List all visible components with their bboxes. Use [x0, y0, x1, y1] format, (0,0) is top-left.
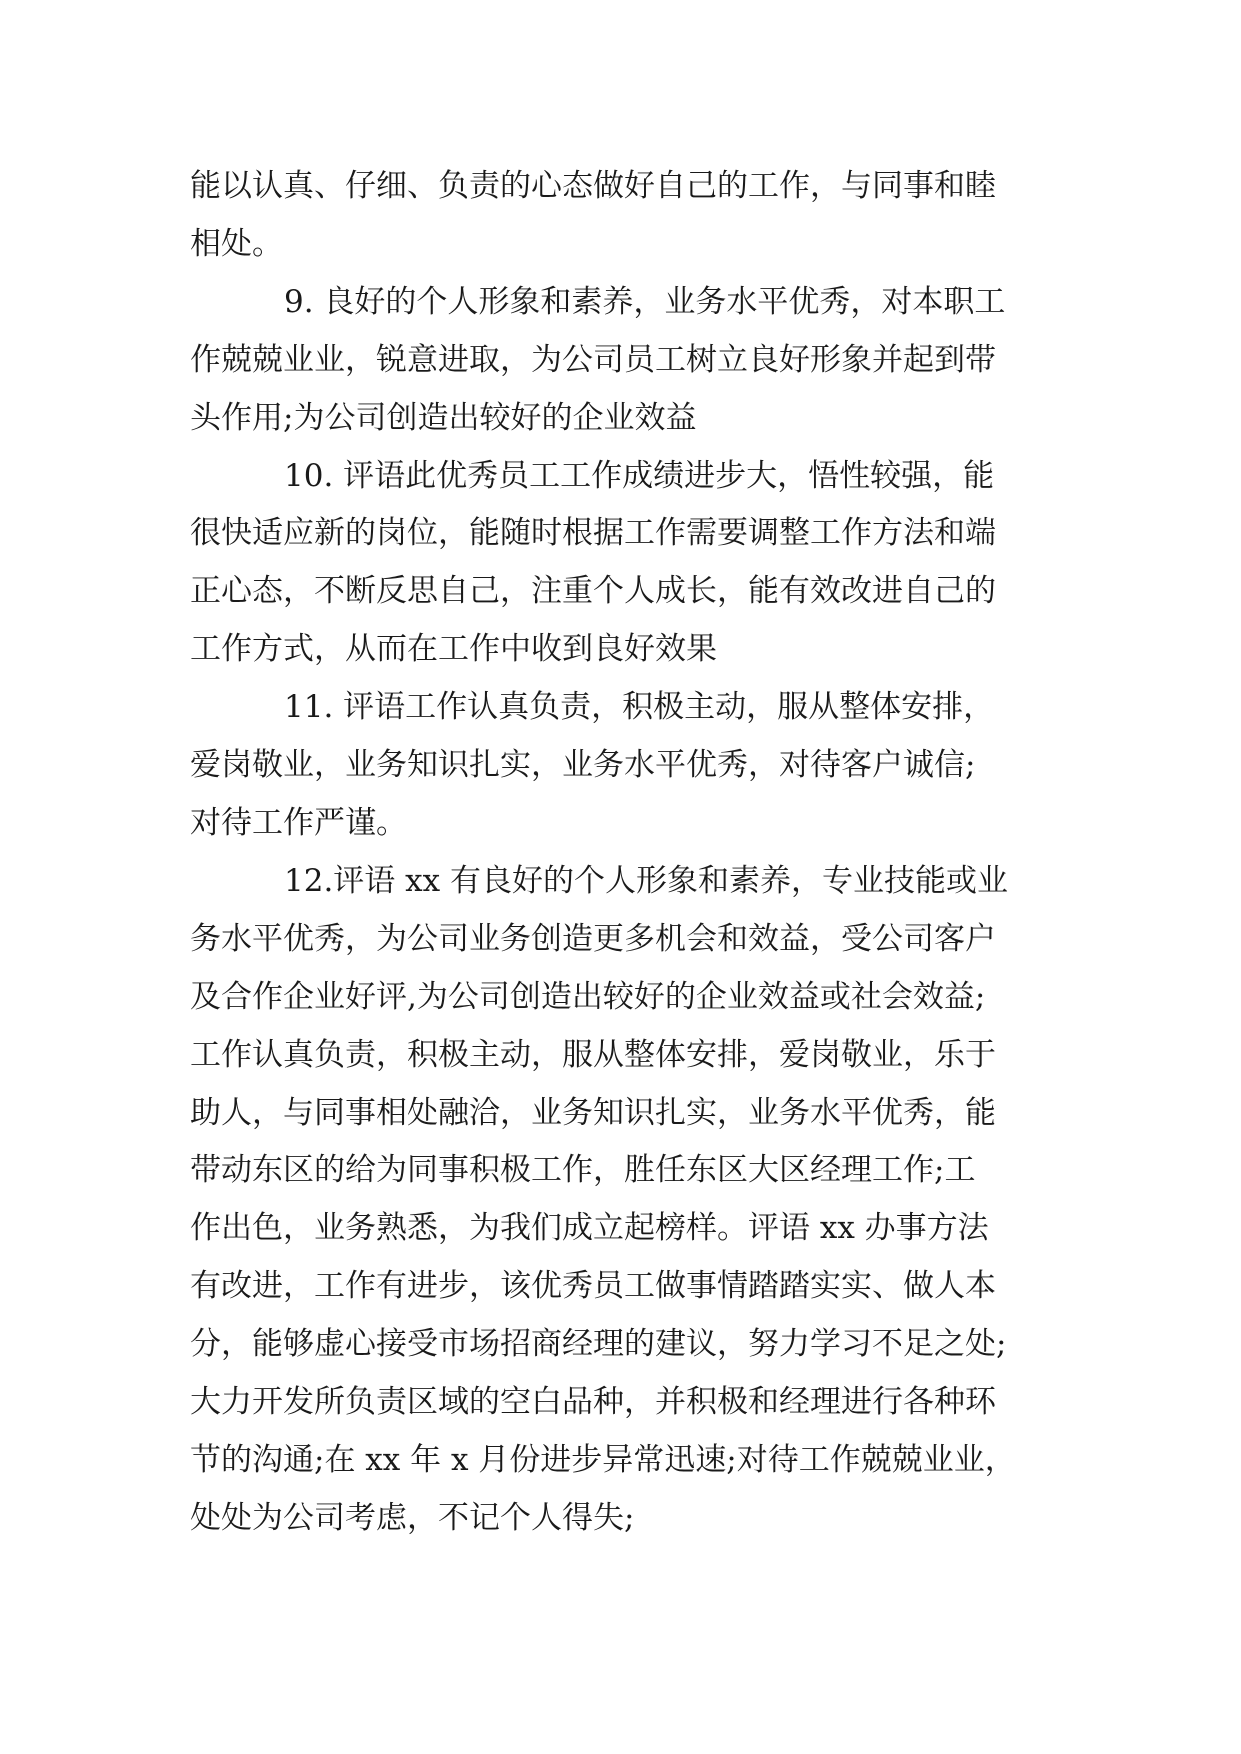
- paragraph-item-9: 9. 良好的个人形象和素养，业务水平优秀，对本职工 作兢兢业业，锐意进取，为公司员工树立良好形象并起到带 头作用;为公司创造出较好的企业效益: [190, 283, 1006, 436]
- paragraph-continuation: 能以认真、仔细、负责的心态做好自己的工作，与同事和睦 相处。: [190, 168, 996, 262]
- paragraph-item-10: 10. 评语此优秀员工工作成绩进步大，悟性较强，能 很快适应新的岗位，能随时根据工作需要调整工作方法和端 正心态，不断反思自己，注重个人成长，能有效改进自己的 工作方式，从而在工作中收到良好效果: [190, 457, 996, 668]
- paragraph-item-12: 12.评语 xx 有良好的个人形象和素养，专业技能或业 务水平优秀，为公司业务创造更多机会和效益，受公司客户 及合作企业好评,为公司创造出较好的企业效益或社会效益; 工作认真负责，积极主动，服从整体安排，爱岗敬业，乐于 助人，与同事相处融洽，业务知识扎实，业务水平优秀，能 带动东区的给为同事积极工作，胜任东区大区经理工作;工 作出色，业务熟悉，为我们成立起榜样。评语 xx 办事方法 有改进，工作有进步，该优秀员工做事情踏踏实实、做人本 分，能够虚心接受市场招商经理的建议，努力学习不足之处; 大力开发所负责区域的空白品种，并积极和经理进行各种环 节的沟通;在 xx 年 x 月份进步异常迅速;对待工作兢兢业业， 处处为公司考虑，不记个人得失;: [190, 862, 1016, 1536]
- paragraph-item-11: 11. 评语工作认真负责，积极主动，服从整体安排， 爱岗敬业，业务知识扎实，业务水平优秀，对待客户诚信; 对待工作严谨。: [190, 689, 995, 841]
- document-body: [190, 158, 1050, 1548]
